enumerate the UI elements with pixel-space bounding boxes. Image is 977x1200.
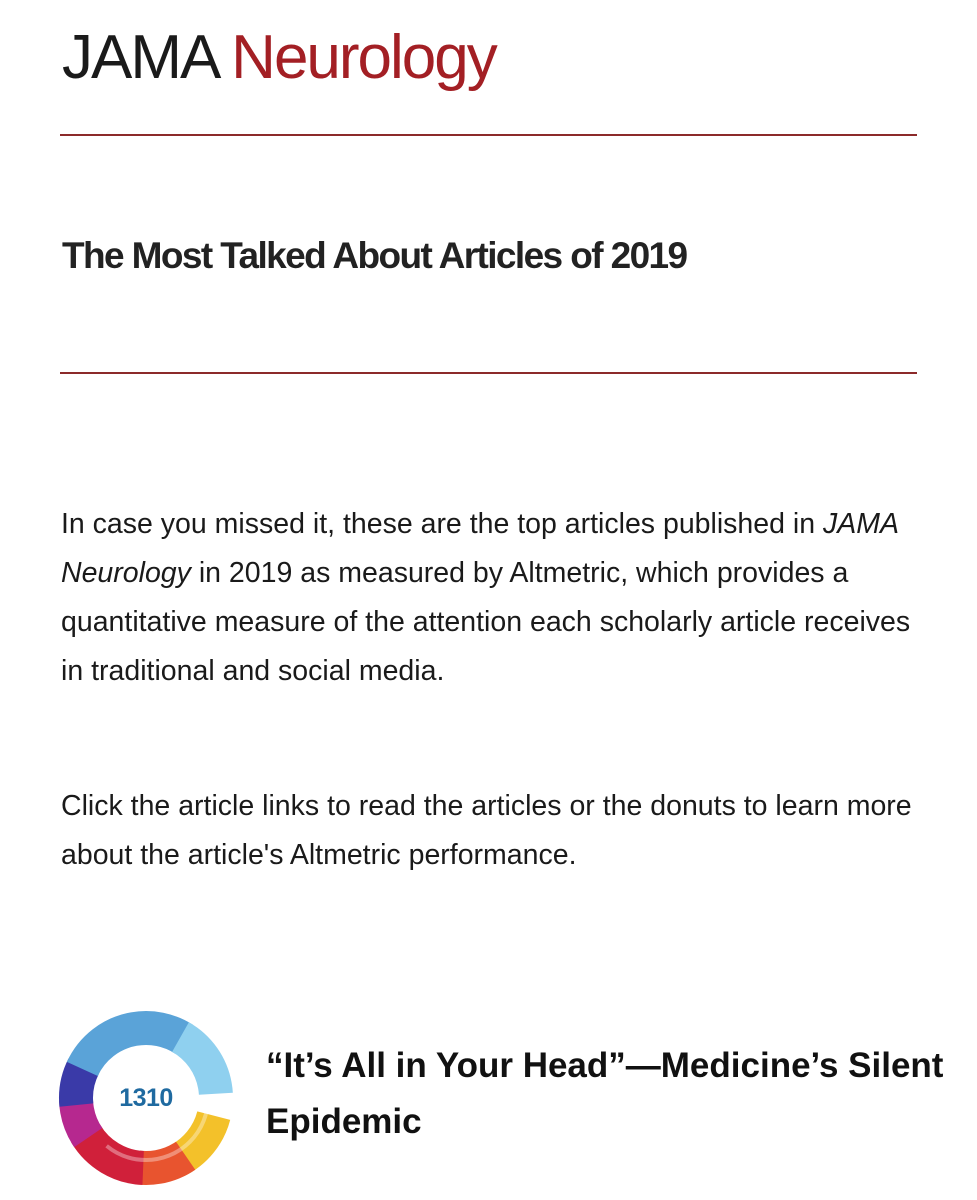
click-instructions: Click the article links to read the articles or the donuts to learn more about the article's Altmetric performance. — [61, 790, 912, 871]
altmetric-donut-icon[interactable] — [58, 1010, 234, 1186]
top-divider — [60, 134, 917, 136]
intro-journal-name: JAMA Neurology — [61, 508, 898, 589]
logo-neurology-text: Neurology — [231, 23, 496, 92]
intro-text-before: In case you missed it, these are the top articles published in — [61, 508, 823, 540]
intro-paragraph — [61, 500, 931, 696]
journal-logo[interactable] — [62, 22, 496, 94]
intro-text-after: in 2019 as measured by Altmetric, which provides a quantitative measure of the attention each scholarly article receives in traditional and social media. — [61, 557, 911, 687]
page-title: The Most Talked About Articles of 2019 — [62, 235, 687, 276]
altmetric-score: 1310 — [119, 1083, 173, 1112]
bottom-divider — [60, 372, 917, 374]
article-link[interactable]: “It’s All in Your Head”—Medicine’s Silent Epidemic — [266, 1046, 944, 1141]
logo-jama-text: JAMA — [62, 23, 216, 92]
